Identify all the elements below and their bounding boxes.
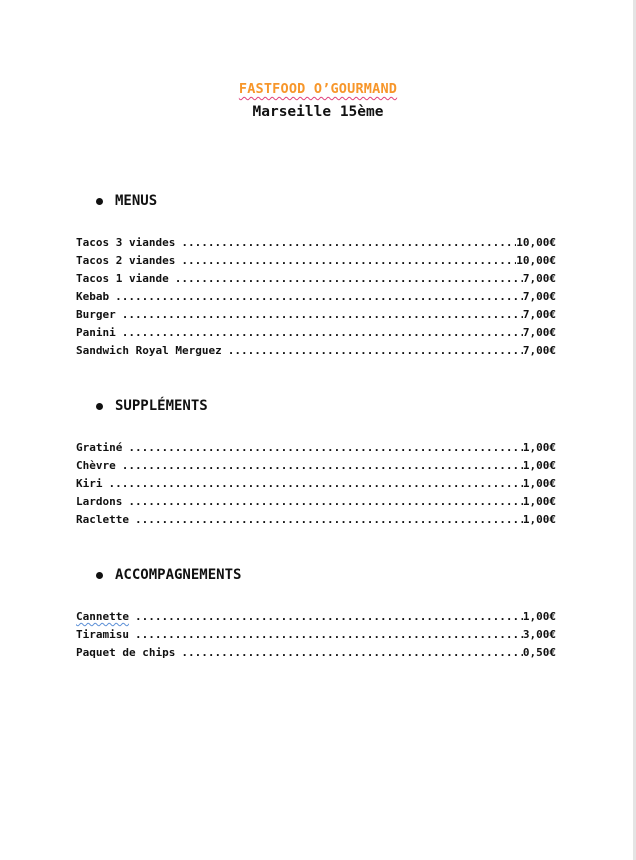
dot-leader [135,513,523,526]
bullet-icon [96,198,103,205]
section-heading-accompagnements [96,565,556,585]
section-heading-label: SUPPLÉMENTS [115,398,208,414]
section-heading-menus [96,191,556,211]
section-supplements [76,396,556,531]
dot-leader [181,236,516,249]
menu-item [76,308,556,326]
item-price: 7,00€ [522,326,556,339]
item-name: Cannette [76,610,129,623]
item-name: Tacos 3 viandes [76,236,176,249]
item-name: Paquet de chips [76,646,176,659]
bullet-icon [96,403,103,410]
menu-item [76,610,556,628]
item-name: Kebab [76,290,110,303]
menu-item [76,646,556,664]
item-price: 7,00€ [522,290,556,303]
item-name: Kiri [76,477,103,490]
dot-leader [135,610,523,623]
item-price: 7,00€ [522,308,556,321]
item-price: 1,00€ [522,477,556,490]
menu-item-list [76,441,556,531]
item-price: 1,00€ [522,441,556,454]
menu-item-list [76,610,556,664]
menu-item [76,459,556,477]
section-heading-label: ACCOMPAGNEMENTS [115,567,242,583]
menu-item-list [76,236,556,362]
dot-leader [228,344,523,357]
item-price: 0,50€ [522,646,556,659]
menu-item [76,272,556,290]
item-name: Tacos 2 viandes [76,254,176,267]
menu-header [0,78,636,120]
section-heading-label: MENUS [115,193,158,209]
menu-item [76,326,556,344]
item-name: Burger [76,308,116,321]
item-price: 1,00€ [522,610,556,623]
restaurant-title: FASTFOOD O’GOURMAND [238,81,398,97]
menu-item [76,477,556,495]
section-menus [76,191,556,362]
item-name: Gratiné [76,441,123,454]
dot-leader [109,477,523,490]
menu-item [76,344,556,362]
section-heading-supplements [96,396,556,416]
item-name: Raclette [76,513,129,526]
dot-leader [122,326,523,339]
item-price: 7,00€ [522,344,556,357]
menu-item [76,290,556,308]
section-accompagnements [76,565,556,664]
dot-leader [128,495,523,508]
item-name: Panini [76,326,116,339]
menu-item [76,628,556,646]
item-price: 1,00€ [522,459,556,472]
dot-leader [175,272,523,285]
dot-leader [115,290,523,303]
dot-leader [181,646,523,659]
item-price: 1,00€ [522,495,556,508]
dot-leader [122,459,523,472]
item-name: Lardons [76,495,123,508]
item-price: 1,00€ [522,513,556,526]
dot-leader [181,254,516,267]
menu-item [76,236,556,254]
item-price: 3,00€ [522,628,556,641]
menu-item [76,254,556,272]
bullet-icon [96,572,103,579]
menu-item [76,441,556,459]
dot-leader [128,441,523,454]
item-price: 10,00€ [516,254,556,267]
menu-item [76,495,556,513]
item-name: Tiramisu [76,628,129,641]
item-name: Chèvre [76,459,116,472]
menu-item [76,513,556,531]
restaurant-location: Marseille 15ème [252,104,384,120]
item-price: 7,00€ [522,272,556,285]
item-name: Sandwich Royal Merguez [76,344,222,357]
dot-leader [122,308,523,321]
item-name: Tacos 1 viande [76,272,169,285]
item-price: 10,00€ [516,236,556,249]
dot-leader [135,628,523,641]
